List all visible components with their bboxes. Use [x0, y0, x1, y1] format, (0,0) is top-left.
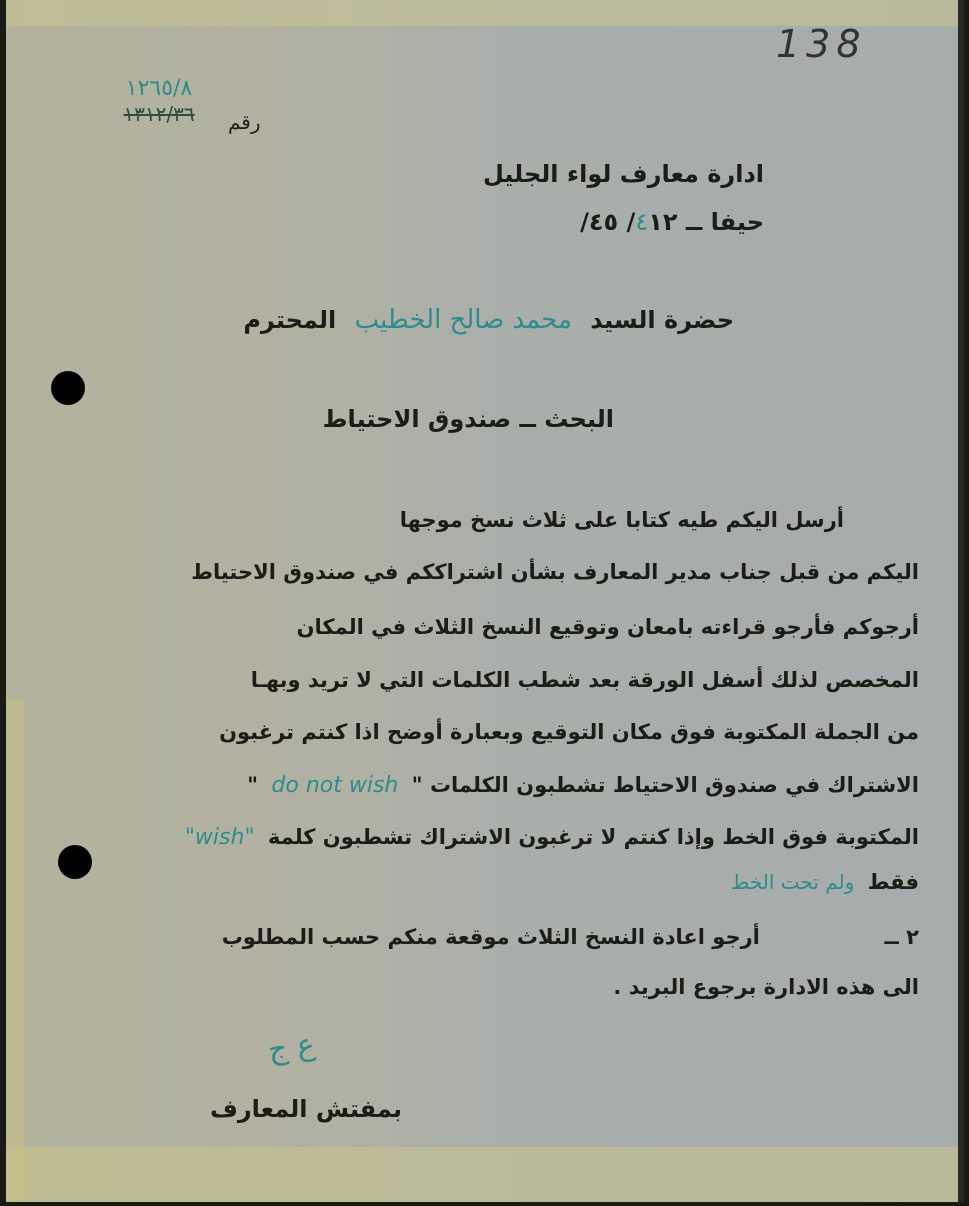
body-line: أرسل اليكم طيه كتابا على ثلاث نسخ موجها	[399, 508, 844, 532]
reference-number	[94, 76, 224, 126]
body-line: أرجوكم فأرجو قراءته بامعان وتوقيع النسخ الثلاث في المكان	[296, 615, 919, 639]
date-printed: ١٢/ ٤٥/	[580, 208, 678, 236]
reference-number-struck: ١٣١٢/٣٦	[123, 102, 195, 126]
salutation-suffix: المحترم	[243, 306, 337, 334]
salutation-prefix: حضرة السيد	[590, 306, 734, 334]
body-text: أرجو اعادة النسخ الثلاث موقعة منكم حسب المطلوب	[221, 925, 760, 949]
reference-label: رقم	[228, 110, 261, 134]
body-line: من الجملة المكتوبة فوق مكان التوقيع وبعبارة أوضح اذا كنتم ترغبون	[219, 720, 919, 744]
annotation-margin-note: ولم تحت الخط	[730, 870, 855, 894]
body-line	[179, 825, 919, 850]
document-sheet	[6, 0, 964, 1202]
salutation	[243, 305, 734, 335]
body-line: الى هذه الادارة برجوع البريد .	[613, 975, 919, 999]
paper-edge-left	[6, 700, 24, 1200]
place: حيفا ــ	[685, 208, 764, 236]
body-line	[222, 925, 919, 949]
paper-edge-bottom	[6, 1147, 964, 1202]
signature-mark: ع ج	[265, 1026, 318, 1069]
item-number: ٢ ــ	[884, 925, 919, 949]
body-line: المخصص لذلك أسفل الورقة بعد شطب الكلمات التي لا تريد وبهـا	[250, 668, 919, 692]
quote-mark: "	[411, 773, 423, 797]
page-number: 138	[776, 22, 867, 66]
recipient-name: محمد صالح الخطيب	[354, 305, 572, 335]
office-heading: ادارة معارف لواء الجليل	[482, 160, 764, 188]
quote-mark: "	[247, 773, 259, 797]
body-line	[725, 870, 919, 894]
reference-number-handwritten: ١٢٦٥/٨	[125, 76, 193, 101]
body-line: اليكم من قبل جناب مدير المعارف بشأن اشتراككم في صندوق الاحتياط	[191, 560, 919, 584]
paper-edge-right	[958, 0, 964, 1202]
signer-title: بمفتش المعارف	[209, 1095, 402, 1123]
punch-hole	[58, 845, 92, 879]
body-line	[247, 773, 919, 798]
annotation-do-not-wish: do not wish	[271, 773, 399, 798]
subject-line: البحث ــ صندوق الاحتياط	[322, 405, 614, 433]
annotation-wish: "wish"	[184, 825, 255, 850]
date-handwritten: ٤	[635, 208, 649, 236]
place-date	[580, 208, 764, 236]
body-text: المكتوبة فوق الخط وإذا كنتم لا ترغبون الاشتراك تشطبون كلمة	[267, 825, 919, 849]
punch-hole	[51, 371, 85, 405]
body-text: فقط	[867, 870, 919, 894]
body-text: الاشتراك في صندوق الاحتياط تشطبون الكلمات	[429, 773, 919, 797]
